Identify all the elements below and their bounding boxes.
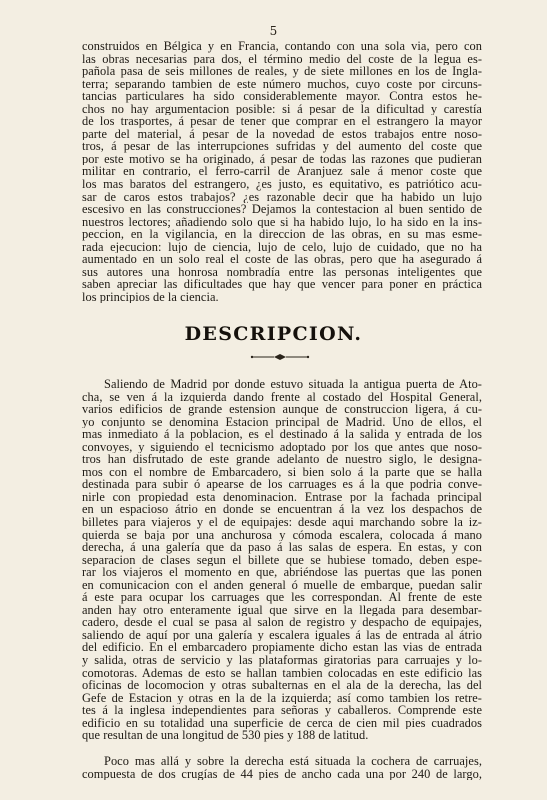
text-line: nirle con propiedad esta denominacion. Entrase por la fachada principal bbox=[82, 490, 482, 504]
text-line: las obras necesarias para dos, el término medio del coste de la legua es- bbox=[82, 52, 482, 66]
text-line: tancias particulares ha sido considerablemente mayor. Contra estos he- bbox=[82, 90, 482, 103]
text-line: Gefe de Estacion y otras en la de la izquierda; así como tambien los retre- bbox=[82, 691, 482, 705]
text-line: parte del material, á pesar de la novedad de estos trabajos entre noso- bbox=[82, 127, 482, 141]
text-line: á este para ocupar los carruages que les correspondan. Al frente de este bbox=[82, 591, 482, 604]
text-line: por este motivo se ha originado, á pesar de todas las razones que pudieran bbox=[82, 152, 482, 166]
text-line: que resultan de una longitud de 530 pies y 188 de latitud. bbox=[82, 729, 369, 742]
text-line: separacion de clases segun el billete que se hubiese tomado, deben espe- bbox=[82, 553, 482, 567]
text-line: yo conjunto se denomina Estacion principal de Madrid. Uno de ellos, el bbox=[82, 415, 482, 429]
text-line: aumentado en un solo real el coste de las obras, pero que ha asegurado á bbox=[82, 253, 482, 266]
ornament-divider-icon bbox=[250, 352, 310, 362]
text-line: compuesta de dos crugías de 44 pies de ancho cada una por 240 de largo, bbox=[82, 767, 482, 781]
text-line: terra; separando tambien de este número muchos, cuyo coste por circuns- bbox=[82, 77, 482, 91]
text-line: saliendo de aquí por una galería y escalera iguales á las de entrada al átrio bbox=[82, 628, 482, 642]
text-line: en un espacioso átrio en donde se encuentran á la vez los despachos de bbox=[82, 503, 482, 517]
text-line: peccion, en la vigilancia, en la direccion de las obras, en su mas esme- bbox=[82, 228, 482, 241]
text-line: los mas baratos del estrangero, ¿es justo, es equitativo, es patriótico acu- bbox=[82, 178, 482, 191]
text-line: cha, se ven á la izquierda dando frente al costado del Hospital General, bbox=[82, 390, 482, 404]
text-line: de los trasportes, á pesar de tener que comprar en el estrangero la mayor bbox=[82, 115, 482, 128]
text-line: saben apreciar las dificultades que hay que vencer para poner en práctica bbox=[82, 278, 482, 291]
text-line: escesivo en las construcciones? Dejamos la contestacion al buen sentido de bbox=[82, 203, 482, 216]
text-line: y salida, otras de servicio y las plataformas giratorias para carruajes y lo- bbox=[82, 654, 482, 667]
text-line: quierda se baja por una anchurosa y cómoda escalera, colocada á mano bbox=[82, 528, 482, 542]
page-number: 5 bbox=[269, 24, 278, 38]
text-line: billetes para viajeros y el de equipajes: desde aqui marchando sobre la iz- bbox=[82, 516, 482, 529]
text-line: comotoras. Ademas de esto se hallan tambien colocadas en este edificio las bbox=[82, 666, 482, 680]
text-line: rada ejecucion: lujo de ciencia, lujo de celo, lujo de cuidado, que no ha bbox=[82, 240, 482, 254]
text-line: nuestros lectores; añadiendo solo que si ha habido lujo, lo ha sido en la ins- bbox=[82, 215, 482, 229]
text-line: pañola pasa de seis millones de reales, y de siete millones en los de Ingla- bbox=[82, 65, 482, 78]
paragraph-carriage-house bbox=[82, 755, 482, 780]
paragraph-cost-argument bbox=[82, 40, 482, 303]
text-line: militar en contrario, el ferro-carril de Aranjuez sale á menor coste que bbox=[82, 165, 482, 179]
text-line: derecha, á una galería que da paso á las salas de espera. En estas, y con bbox=[82, 541, 482, 554]
text-line: mos con el nombre de Embarcadero, si bien solo á la parte que se halla bbox=[82, 465, 482, 479]
paragraph-station-description bbox=[82, 378, 482, 742]
text-line: varios edificios de grande estension aunque de construccion ligera, á cu- bbox=[82, 403, 482, 416]
text-line: anden hay otro enteramente igual que sirve en la llegada para desembar- bbox=[82, 603, 482, 617]
section-heading: DESCRIPCION. bbox=[184, 323, 363, 345]
text-line: chos no hay argumentacion posible: si á pesar de la dificultad y carestía bbox=[82, 102, 482, 116]
text-line: Poco mas allá y sobre la derecha está situada la cochera de carruajes, bbox=[104, 755, 482, 768]
text-line: tes á la inglesa independientes para señoras y caballeros. Comprende este bbox=[82, 704, 482, 717]
text-line: rar los viajeros el momento en que, abriéndose las puertas que las ponen bbox=[82, 566, 482, 579]
text-line: destinada para subir ó apearse de los carruages es á la que podria conve- bbox=[82, 478, 482, 491]
text-line: construidos en Bélgica y en Francia, contando con una sola via, pero con bbox=[82, 40, 482, 53]
text-line: del edificio. En el embarcadero propiamente dicho estan las vias de entrada bbox=[82, 641, 482, 655]
text-line: en comunicacion con el anden general ó muelle de embarque, puedan salir bbox=[82, 578, 482, 592]
text-line: mas inmediato á la poblacion, es el destinado á la salida y entrada de los bbox=[82, 428, 482, 441]
text-line: sus autores una honrosa nombradía entre las personas inteligentes que bbox=[82, 265, 482, 279]
text-line: tros, á pesar de las interrupciones sufridas y del aumento del coste que bbox=[82, 140, 482, 153]
text-line: edificio en su totalidad una superficie de cerca de cien mil pies cuadrados bbox=[82, 716, 482, 730]
text-line: oficinas de locomocion y otras subalternas en el ala de la derecha, las del bbox=[82, 679, 482, 692]
text-line: los principios de la ciencia. bbox=[82, 290, 219, 304]
text-line: convoyes, y siguiendo el tecnicismo adoptado por los que antes que noso- bbox=[82, 440, 482, 454]
text-line: sar de caros estos trabajos? ¿es razonable decir que ha habido un lujo bbox=[82, 190, 482, 204]
text-line: cadero, desde el cual se pasa al salon de registro y despacho de equipajes, bbox=[82, 616, 482, 629]
text-line: Saliendo de Madrid por donde estuvo situada la antigua puerta de Ato- bbox=[104, 378, 482, 391]
text-line: tros han disfrutado de este grande adelanto de nuestro siglo, le designa- bbox=[82, 453, 482, 466]
